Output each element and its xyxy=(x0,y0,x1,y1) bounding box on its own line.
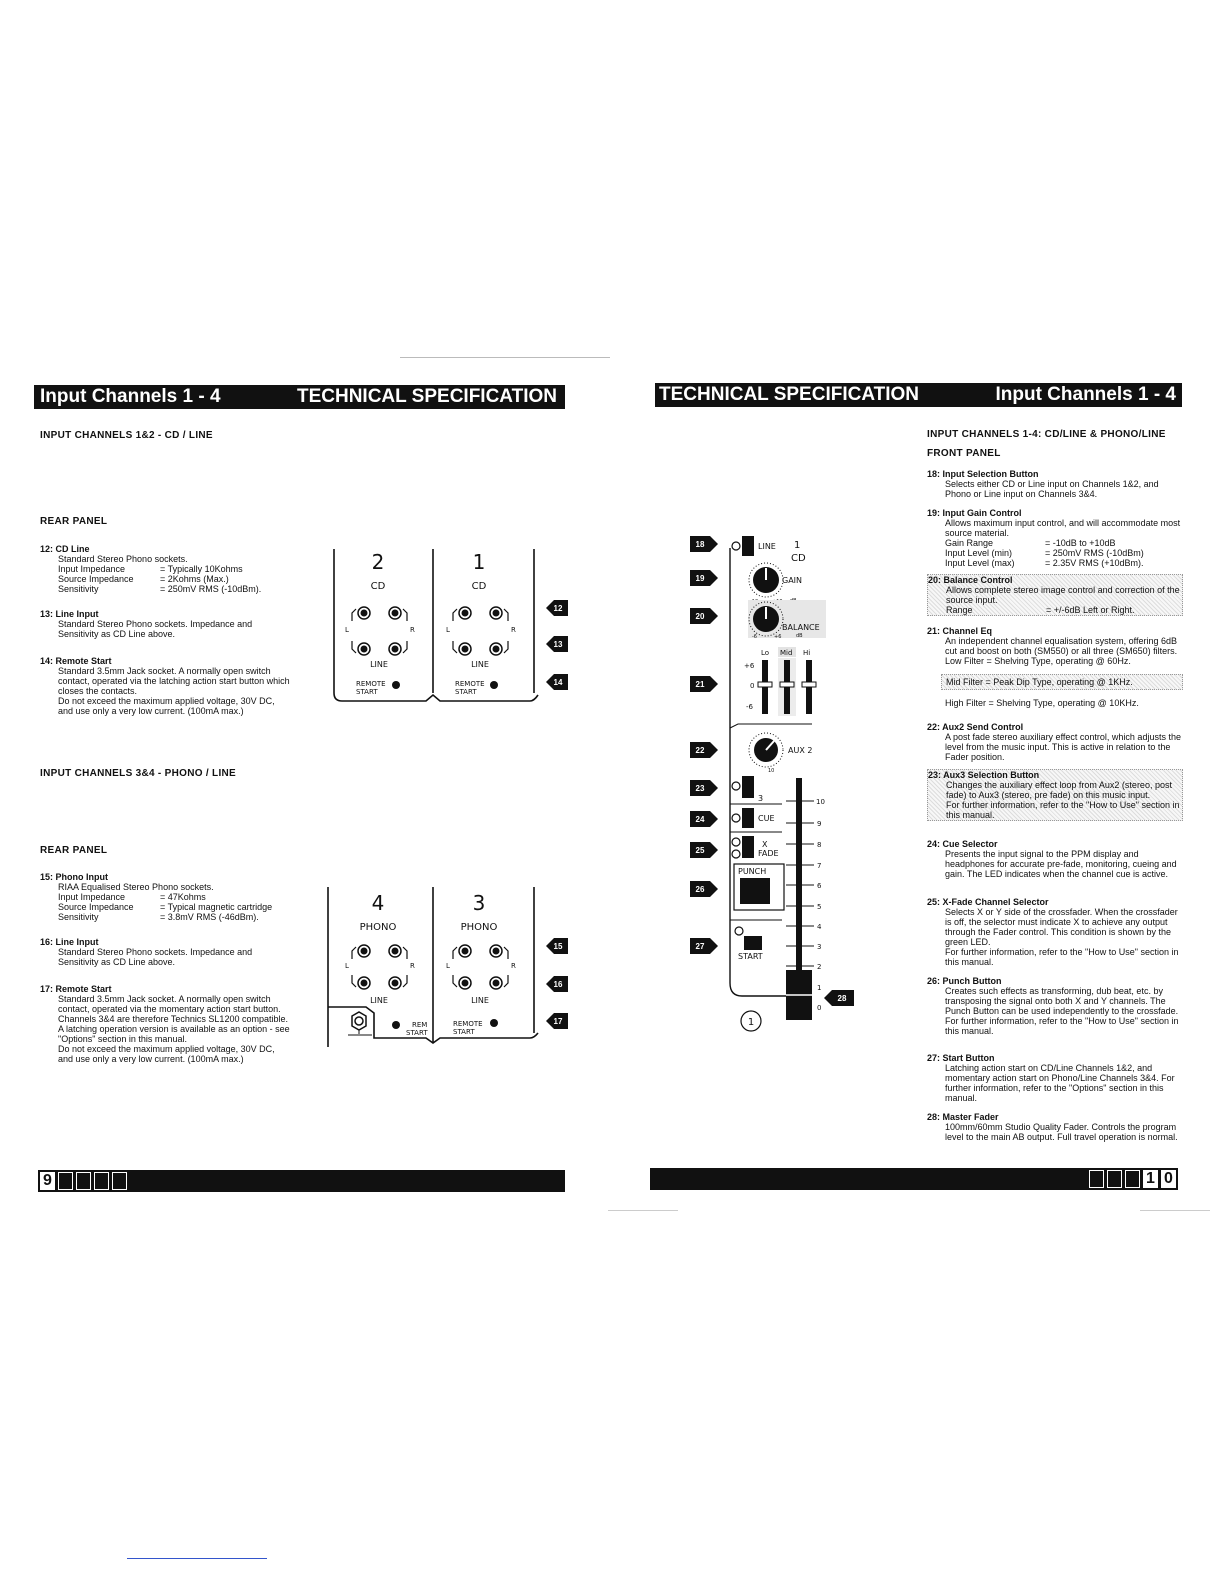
svg-text:21: 21 xyxy=(695,680,705,689)
ch4-phono-socket-group xyxy=(345,945,415,1005)
page-number-9: 9 xyxy=(40,1172,55,1190)
svg-text:LINE: LINE xyxy=(471,660,489,669)
spec-row: Gain Range = -10dB to +10dB xyxy=(945,538,1116,548)
svg-text:START: START xyxy=(738,952,763,961)
eq-high-slider xyxy=(802,660,816,714)
input-selection-button xyxy=(732,536,754,556)
badge-26 xyxy=(690,881,718,897)
start-label: START xyxy=(453,1028,475,1036)
svg-text:-6: -6 xyxy=(752,634,757,640)
start-label: START xyxy=(406,1029,428,1037)
badge-28 xyxy=(824,990,854,1006)
item-14-heading: 14: Remote Start xyxy=(40,656,112,666)
rear-panel-label-2: REAR PANEL xyxy=(40,845,108,856)
svg-text:GAIN: GAIN xyxy=(782,576,803,585)
spec-row: Source Impedance = Typical magnetic cartridge xyxy=(58,902,273,912)
footer-block xyxy=(1125,1170,1140,1188)
rear-panel-diagram-ch34 xyxy=(326,883,570,1053)
svg-text:20: 20 xyxy=(695,612,705,621)
ch3-phono-socket-group xyxy=(446,945,516,1005)
right-header-subtitle: Input Channels 1 - 4 xyxy=(995,384,1176,405)
ch2-phono-socket-group xyxy=(345,607,415,669)
svg-text:R: R xyxy=(410,962,415,970)
right-header-title: TECHNICAL SPECIFICATION xyxy=(659,384,920,405)
badge-15 xyxy=(546,938,568,954)
left-footer-bar xyxy=(38,1170,565,1192)
bottom-rule-right xyxy=(1140,1210,1210,1211)
svg-text:L: L xyxy=(345,962,349,970)
svg-text:9: 9 xyxy=(817,820,822,828)
item-14-remote-start xyxy=(40,656,292,716)
spec-row: Input Level (max) = 2.35V RMS (+10dBm). xyxy=(945,558,1144,568)
svg-text:3: 3 xyxy=(758,794,764,803)
svg-text:L: L xyxy=(446,626,450,634)
item-17-body: Standard 3.5mm Jack socket. A normally open switch contact, operated via the momentary action start button. Channels 3&4 are therefore Technics SL1200 compatible. A latching operation version is available as an option - see "Options" section in this manual. xyxy=(58,994,290,1044)
spec-row: Input Level (min) = 250mV RMS (-10dBm) xyxy=(945,548,1144,558)
ch3-phono-label: PHONO xyxy=(460,922,498,933)
svg-text:4: 4 xyxy=(817,923,822,931)
badge-25 xyxy=(690,842,718,858)
item-13-line-input xyxy=(40,609,292,639)
remote-label: REMOTE xyxy=(453,1020,483,1028)
item-15-line1: RIAA Equalised Stereo Phono sockets. xyxy=(58,882,214,892)
remote-jack-socket xyxy=(490,681,498,689)
svg-text:FADE: FADE xyxy=(758,849,779,858)
item-16-line-input xyxy=(40,937,292,967)
rem-label: REM xyxy=(412,1021,428,1029)
svg-text:1: 1 xyxy=(794,540,801,551)
svg-text:24: 24 xyxy=(695,815,705,824)
bottom-blue-rule xyxy=(127,1558,267,1559)
svg-text:LINE: LINE xyxy=(370,660,388,669)
svg-text:26: 26 xyxy=(695,885,705,894)
xfade-selector-button xyxy=(732,836,754,858)
aux2-knob xyxy=(749,733,783,767)
rear-panel-label-1: REAR PANEL xyxy=(40,516,108,527)
spec-row: Sensitivity = 250mV RMS (-10dBm). xyxy=(58,584,262,594)
item-12-heading: 12: CD Line xyxy=(40,544,90,554)
spec-row: Input Impedance = Typically 10Kohms xyxy=(58,564,243,574)
item-20-balance: 20: Balance Control Allows complete stereo image control and correction of the source input. Range = +/-6dB Left or Right. xyxy=(927,574,1183,616)
svg-text:17: 17 xyxy=(553,1017,563,1026)
item-25-xfade-selector: 25: X-Fade Channel Selector Selects X or Y side of the crossfader. When the crossfader is off, the selector must indicate X to achieve any output through the Fader control. This condition is shown by the green LED. For further information, refer to the "How to Use" section in this manual. xyxy=(927,897,1179,967)
remote-label: REMOTE xyxy=(356,680,386,688)
item-22-aux2-send: 22: Aux2 Send Control A post fade stereo auxiliary effect control, which adjusts the level from the music input. This is active in relation to the Fader position. xyxy=(927,722,1181,762)
page-number-1: 1 xyxy=(1143,1170,1158,1188)
item-28-master-fader: 28: Master Fader 100mm/60mm Studio Quality Fader. Controls the program level to the main AB output. Full travel operation is normal. xyxy=(927,1112,1178,1142)
svg-text:-6: -6 xyxy=(746,703,753,711)
svg-text:16: 16 xyxy=(553,980,563,989)
svg-text:15: 15 xyxy=(553,942,563,951)
item-18-input-selection: 18: Input Selection Button Selects either CD or Line input on Channels 1&2, and Phono or Line input on Channels 3&4. xyxy=(927,469,1159,499)
ch1-number: 1 xyxy=(472,550,486,574)
item-13-body: Standard Stereo Phono sockets. Impedance and Sensitivity as CD Line above. xyxy=(58,619,253,639)
start-label: START xyxy=(455,688,477,696)
item-17-heading: 17: Remote Start xyxy=(40,984,112,994)
footer-block xyxy=(58,1172,73,1190)
remote-jack-socket xyxy=(392,1021,400,1029)
left-header-bar xyxy=(34,385,565,409)
spec-row: Source Impedance = 2Kohms (Max.) xyxy=(58,574,229,584)
badge-16 xyxy=(546,976,568,992)
svg-text:R: R xyxy=(511,626,516,634)
svg-text:0: 0 xyxy=(817,1004,822,1012)
svg-text:12: 12 xyxy=(553,604,563,613)
section-title-ch12: INPUT CHANNELS 1&2 - CD / LINE xyxy=(40,430,213,441)
item-14-body2: Do not exceed the maximum applied voltage, 30V DC, and use only a very low current. (100mA max.) xyxy=(58,696,275,716)
svg-text:Mid: Mid xyxy=(780,649,793,657)
svg-text:10: 10 xyxy=(816,798,825,806)
item-15-heading: 15: Phono Input xyxy=(40,872,108,882)
item-16-body: Standard Stereo Phono sockets. Impedance and Sensitivity as CD Line above. xyxy=(58,947,253,967)
ch2-cd-label: CD xyxy=(370,581,386,592)
item-17-body2: Do not exceed the maximum applied voltage, 30V DC, and use only a very low current. (100mA max.) xyxy=(58,1044,275,1064)
svg-text:L: L xyxy=(345,626,349,634)
svg-text:23: 23 xyxy=(695,784,705,793)
svg-text:L: L xyxy=(446,962,450,970)
badge-14 xyxy=(546,674,568,690)
svg-text:BALANCE: BALANCE xyxy=(782,623,820,632)
svg-text:3: 3 xyxy=(817,943,822,951)
remote-jack-socket xyxy=(392,681,400,689)
footer-block xyxy=(94,1172,109,1190)
footer-block xyxy=(112,1172,127,1190)
item-17-remote-start xyxy=(40,984,292,1064)
left-header-subtitle: TECHNICAL SPECIFICATION xyxy=(296,386,557,407)
badge-23 xyxy=(690,780,718,796)
footer-block xyxy=(76,1172,91,1190)
badge-19 xyxy=(690,570,718,586)
left-header-title: Input Channels 1 - 4 xyxy=(40,386,221,407)
item-21-channel-eq: 21: Channel Eq An independent channel equalisation system, offering 6dB cut and boost on both (SM550) or all three (SM650) filters. Low Filter = Shelving Type, operating @ 60Hz. Mid Filter = Peak Dip Type, operating @ 1KHz. High Filter = Shelving Type, operating @ 10KHz. xyxy=(927,626,1183,708)
svg-text:CD: CD xyxy=(791,553,806,564)
svg-text:27: 27 xyxy=(695,942,705,951)
cue-selector-button xyxy=(732,808,754,828)
top-rule xyxy=(400,357,610,358)
svg-text:5: 5 xyxy=(817,903,822,911)
svg-text:8: 8 xyxy=(817,841,822,849)
svg-text:Lo: Lo xyxy=(761,649,770,657)
footer-block xyxy=(1107,1170,1122,1188)
item-19-input-gain: 19: Input Gain Control Allows maximum input control, and will accommodate most source material. Gain Range = -10dB to +10dB Input Level (min) = 250mV RMS (-10dBm) Input Level (max) = 2.35V RMS (+10dBm). xyxy=(927,508,1183,568)
remote-label: REMOTE xyxy=(455,680,485,688)
svg-text:+6: +6 xyxy=(744,662,755,670)
ch3-number: 3 xyxy=(472,891,486,915)
start-label: START xyxy=(356,688,378,696)
badge-13 xyxy=(546,636,568,652)
svg-text:+6: +6 xyxy=(774,634,782,640)
badge-21 xyxy=(690,676,718,692)
svg-text:CUE: CUE xyxy=(758,814,775,823)
svg-text:22: 22 xyxy=(695,746,705,755)
svg-text:14: 14 xyxy=(553,678,563,687)
front-panel-diagram xyxy=(686,528,862,1036)
svg-text:1: 1 xyxy=(747,1017,755,1028)
svg-text:18: 18 xyxy=(695,540,705,549)
svg-text:2: 2 xyxy=(817,963,822,971)
svg-text:7: 7 xyxy=(817,862,822,870)
front-panel-label: FRONT PANEL xyxy=(927,448,1001,459)
badge-12 xyxy=(546,600,568,616)
svg-text:dB: dB xyxy=(796,633,803,639)
spec-row: Range = +/-6dB Left or Right. xyxy=(946,605,1135,615)
ch4-number: 4 xyxy=(371,891,385,915)
footer-block xyxy=(1089,1170,1104,1188)
svg-text:X: X xyxy=(762,840,768,849)
item-26-punch-button: 26: Punch Button Creates such effects as transforming, dub beat, etc. by transposing the signal onto both X and Y channels. The Punch Button can be used independently to the crossfade. For further information, refer to the "How to Use" section in this manual. xyxy=(927,976,1179,1036)
svg-text:13: 13 xyxy=(553,640,563,649)
spec-row: Sensitivity = 3.8mV RMS (-46dBm). xyxy=(58,912,259,922)
svg-text:10: 10 xyxy=(768,768,775,774)
svg-text:25: 25 xyxy=(695,846,705,855)
punch-button xyxy=(740,878,770,904)
svg-text:0: 0 xyxy=(750,682,755,690)
rear-panel-diagram-ch12 xyxy=(326,545,570,710)
section-title-ch34: INPUT CHANNELS 3&4 - PHONO / LINE xyxy=(40,768,237,779)
badge-22 xyxy=(690,742,718,758)
item-23-aux3-selection: 23: Aux3 Selection Button Changes the auxiliary effect loop from Aux2 (stereo, post fade) to Aux3 (stereo, pre fade) on this music input. For further information, refer to the "How to Use" section in this manual. xyxy=(927,769,1183,821)
right-header-bar xyxy=(655,383,1182,407)
item-14-body: Standard 3.5mm Jack socket. A normally open switch contact, operated via the latching action start button which closes the contacts. xyxy=(58,666,290,696)
item-15-phono-input xyxy=(40,872,292,922)
badge-17 xyxy=(546,1013,568,1029)
item-12-line1: Standard Stereo Phono sockets. xyxy=(58,554,188,564)
ch1-phono-socket-group xyxy=(446,607,516,669)
svg-text:R: R xyxy=(511,962,516,970)
svg-text:PUNCH: PUNCH xyxy=(738,867,767,876)
badge-27 xyxy=(690,938,718,954)
svg-text:1: 1 xyxy=(817,984,822,992)
badge-18 xyxy=(690,536,718,552)
svg-text:19: 19 xyxy=(695,574,705,583)
bottom-rule-left xyxy=(608,1210,678,1211)
start-button xyxy=(744,936,762,950)
svg-text:LINE: LINE xyxy=(758,542,776,551)
badge-24 xyxy=(690,811,718,827)
item-13-heading: 13: Line Input xyxy=(40,609,99,619)
aux3-selection-button xyxy=(732,776,754,798)
svg-text:Hi: Hi xyxy=(803,649,811,657)
start-led xyxy=(735,927,743,935)
right-footer-bar xyxy=(650,1168,1178,1190)
svg-text:LINE: LINE xyxy=(370,996,388,1005)
svg-text:LINE: LINE xyxy=(471,996,489,1005)
item-16-heading: 16: Line Input xyxy=(40,937,99,947)
remote-jack-socket xyxy=(490,1019,498,1027)
item-24-cue-selector: 24: Cue Selector Presents the input signal to the PPM display and headphones for accurate pre-fade, monitoring, cueing and gain. The LED indicates when the channel cue is active. xyxy=(927,839,1177,879)
ch1-cd-label: CD xyxy=(471,581,487,592)
badge-20 xyxy=(690,608,718,624)
item-12-cd-line xyxy=(40,544,292,594)
svg-text:6: 6 xyxy=(817,882,822,890)
gain-knob xyxy=(749,563,783,597)
svg-text:R: R xyxy=(410,626,415,634)
spec-row: Input Impedance = 47Kohms xyxy=(58,892,206,902)
svg-text:28: 28 xyxy=(837,994,847,1003)
ch4-phono-label: PHONO xyxy=(359,922,397,933)
page-number-0: 0 xyxy=(1161,1170,1176,1188)
ground-terminal-icon xyxy=(348,1012,372,1035)
eq-low-slider xyxy=(758,660,772,714)
item-27-start-button: 27: Start Button Latching action start on CD/Line Channels 1&2, and momentary action start on Phono/Line Channels 3&4. For further information, refer to the "Options" section in this manual. xyxy=(927,1053,1175,1103)
svg-text:AUX 2: AUX 2 xyxy=(788,746,813,755)
ch2-number: 2 xyxy=(371,550,385,574)
section-title-ch14: INPUT CHANNELS 1-4: CD/LINE & PHONO/LINE xyxy=(927,429,1166,440)
